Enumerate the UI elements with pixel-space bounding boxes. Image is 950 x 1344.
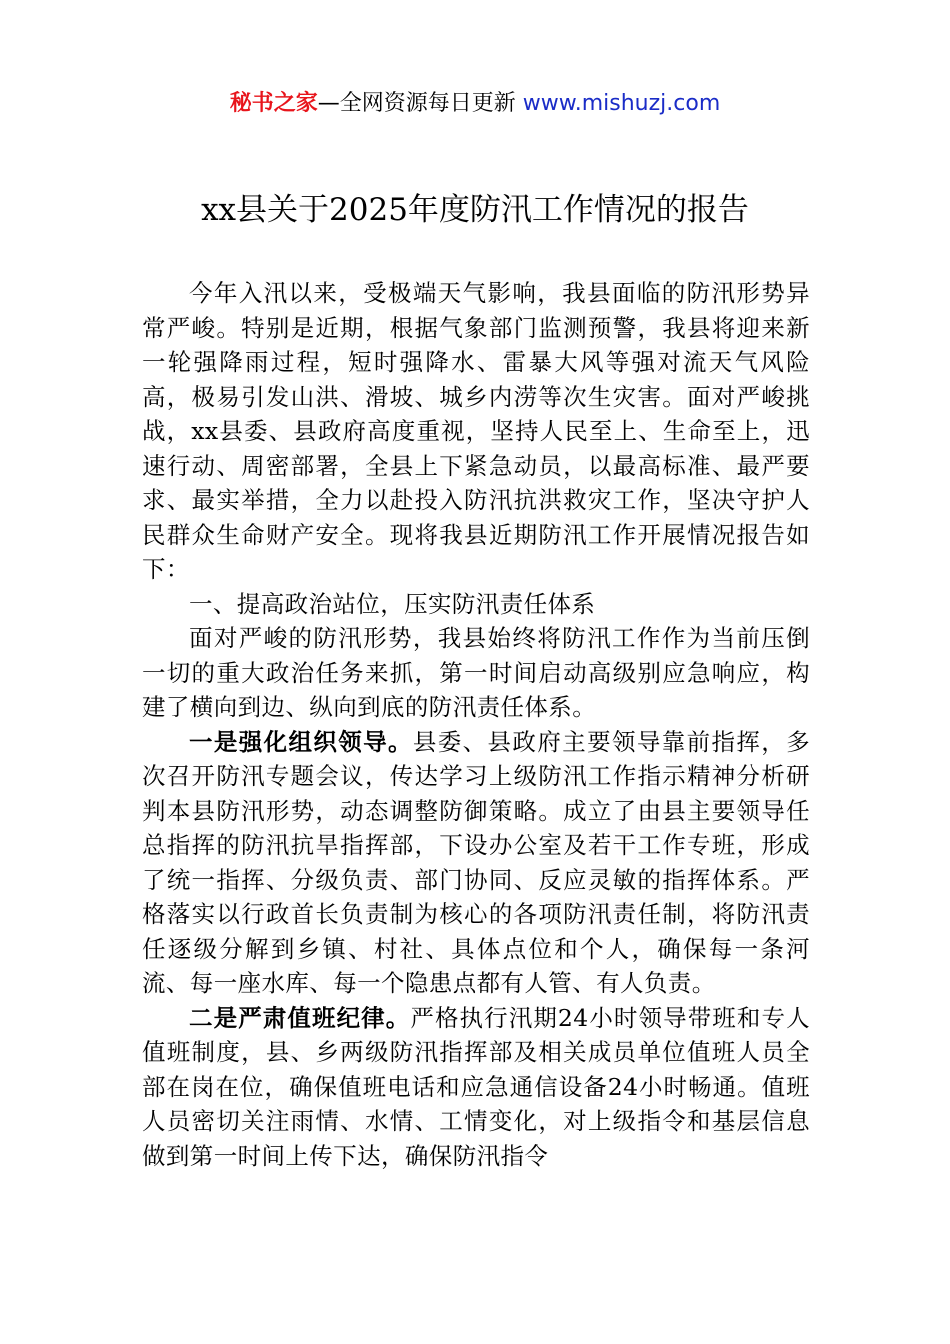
site-slogan: —全网资源每日更新 <box>317 91 516 116</box>
section-1-paragraph: 面对严峻的防汛形势，我县始终将防汛工作作为当前压倒一切的重大政治任务来抓，第一时间启动高级别应急响应，构建了横向到边、纵向到底的防汛责任体系。 <box>142 624 810 721</box>
site-name: 秘书之家 <box>229 91 318 116</box>
site-url-link[interactable]: www.mishuzj.com <box>522 91 721 116</box>
point-1-text: 县委、县政府主要领导靠前指挥，多次召开防汛专题会议，传达学习上级防汛工作指示精神分析研判本县防汛形势，动态调整防御策略。成立了由县主要领导任总指挥的防汛抗旱指挥部，下设办公室及若干工作专班，形成了统一指挥、分级负责、部门协同、反应灵敏的指挥体系。严格落实以行政首长负责制为核心的各项防汛责任制，将防汛责任逐级分解到乡镇、村社、具体点位和个人，确保每一条河流、每一座水库、每一个隐患点都有人管、有人负责。 <box>142 727 810 997</box>
point-2-paragraph <box>142 1001 810 1174</box>
point-2-text: 严格执行汛期24小时领导带班和专人值班制度，县、乡两级防汛指挥部及相关成员单位值班人员全部在岗在位，确保值班电话和应急通信设备24小时畅通。值班人员密切关注雨情、水情、工情变化，对上级指令和基层信息做到第一时间上传下达，确保防汛指令 <box>142 1003 810 1170</box>
point-1-lead: 一是强化组织领导。 <box>189 727 413 756</box>
point-2-lead: 二是严肃值班纪律。 <box>189 1003 411 1032</box>
document-body <box>142 276 810 1173</box>
intro-paragraph: 今年入汛以来，受极端天气影响，我县面临的防汛形势异常严峻。特别是近期，根据气象部门监测预警，我县将迎来新一轮强降雨过程，短时强降水、雷暴大风等强对流天气风险高，极易引发山洪、滑坡、城乡内涝等次生灾害。面对严峻挑战，xx县委、县政府高度重视，坚持人民至上、生命至上，迅速行动、周密部署，全县上下紧急动员，以最高标准、最严要求、最实举措，全力以赴投入防汛抗洪救灾工作，坚决守护人民群众生命财产安全。现将我县近期防汛工作开展情况报告如下： <box>142 279 810 583</box>
section-heading-1: 一、提高政治站位，压实防汛责任体系 <box>189 589 596 618</box>
point-1-paragraph <box>142 725 810 1001</box>
site-header <box>0 88 950 120</box>
document-title: xx县关于2025年度防汛工作情况的报告 <box>201 192 749 228</box>
